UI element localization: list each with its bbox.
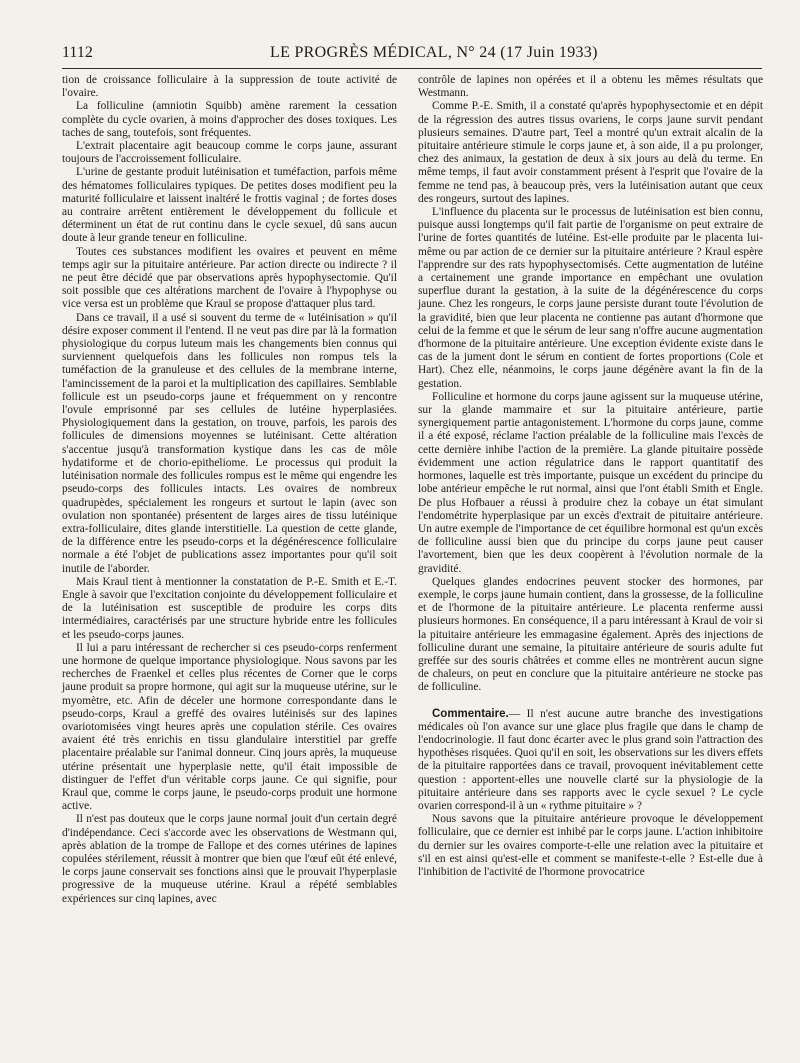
paragraph: contrôle de lapines non opérées et il a obtenu les mêmes résultats que Westmann. [418,74,763,100]
running-header [62,44,762,64]
journal-title: LE PROGRÈS MÉDICAL, N° 24 (17 Juin 1933) [270,44,598,61]
paragraph: L'influence du placenta sur le processus de lutéinisation est bien connu, puisque aussi longtemps qu'il fait partie de l'organisme on peut extraire de l'urine de fortes quantités de lutéine. Est-elle produite par le placenta lui-même ou par action de ce dernier sur la pituitaire antérieure ? Kraul espère l'apprendre sur des rats hypophysectomisés. Cette augmentation de lutéine a certainement une grande importance en empêchant une ovulation superflue durant la gestation, à la suite de la dégénérescence du corps jaune. Chez les rongeurs, le corps jaune persiste durant toute l'évolution de la gravidité, bien que leur placenta ne contienne pas autant d'hormone que celui de la femme et que le sérum de leur sang n'offre aucune augmentation d'hormone de la pituitaire antérieure. Une exception évidente existe dans le cas de la jument dont le sérum en contient de fortes proportions (Cole et Hart). Chez elle, néanmoins, le corps jaune dégénère avant la fin de la gestation. [418,206,763,390]
paragraph: tion de croissance folliculaire à la suppression de toute activité de l'ovaire. [62,74,397,100]
header-rule [62,68,762,69]
left-column [62,74,397,906]
commentaire-text: — Il n'est aucune autre branche des investigations médicales où l'on avance sur une glace plus fragile que dans le champ de l'endocrinologie. Il faut donc écarter avec le plus grand soin l'attraction des hypothèses risquées. Quoi qu'il en soit, les observations sur les divers effets de la pituitaire rapportées dans ce travail, provoquent inévitablement cette question : apportent-elles une nouvelle clarté sur la physiologie de la pituitaire antérieure dans ses rapports avec le cycle sexuel ? Le cycle ovarien correspond-il à un « rythme pituitaire » ? [418,707,763,812]
commentaire-label: Commentaire. [432,707,509,720]
paragraph: Folliculine et hormone du corps jaune agissent sur la muqueuse utérine, sur la glande mammaire et sur la pituitaire antérieure, partie synergiquement partie antagonistement. L'hormone du corps jaune, comme il a été exposé, réclame l'action préalable de la folliculine mais l'excès de cette dernière inhibe l'action de la première. La glande pituitaire possède évidemment une action régulatrice dans le rapport quantitatif des hormones, laquelle est très importante, puisque un excédent du principe du lobe antérieur empêche le rut normal, ainsi que l'ont établi Smith et Engle. De plus Hofbauer a réussi à produire chez la cobaye un état simulant l'endométrite hyperplasique par un excès d'extrait de pituitaire antérieure. Un autre exemple de l'importance de cet équilibre hormonal est qu'un excès de folliculine aussi bien que du principe du corps jaune peut causer l'avortement, bien que les deux coopèrent à l'évolution normale de la gravidité. [418,390,763,575]
right-column [418,74,763,879]
paragraph: Dans ce travail, il a usé si souvent du terme de « lutéinisation » qu'il désire exposer comment il l'entend. Il ne veut pas dire par là la formation physiologique du corpus luteum mais les changements bien connus qui surviennent quelquefois dans les follicules non rompus tels la tuméfaction de la granuleuse et des cellules de la membrane interne, l'amincissement de la paroi et la multiplication des capillaires. Semblable follicule est un pseudo-corps jaune et fréquemment on y rencontre l'ovule emprisonné par ses cellules de lutéine hyperplasiées. Physiologiquement dans la gestation, on trouve, parfois, les parois des follicules de dimensions moyennes se lutéinisant. Cette altération s'accentue jusqu'à transformation kystique dans les cas de môle hydatiforme et de chorio-epitheliome. Le processus qui produit la lutéinisation normale des follicules rompus est le même qui engendre les pseudo-corps des follicules intacts. Les ovaires de nombreux quadrupèdes, spécialement les rongeurs et surtout le lapin (avec son ovulation non spontanée) présentent de larges aires de tissu lutéinique extra-folliculaire, dites glande interstitielle. La question de cette glande, de la différence entre les pseudo-corps et la dégénérescence folliculaire normale a été l'objet de publications assez importantes pour qu'il soit inutile de l'aborder. [62,311,397,575]
paragraph: La folliculine (amniotin Squibb) amène rarement la cessation complète du cycle ovarien, à moins d'approcher des doses toxiques. Les taches de sang, toutefois, sont fréquentes. [62,100,397,139]
paragraph: Toutes ces substances modifient les ovaires et peuvent en même temps agir sur la pituitaire antérieure. Par action directe ou indirecte ? il ne peut être décidé que par observations après hypophysectomie. Qu'il soit possible que ces altérations marchent de l'ovaire à l'hypophyse ou vice versa est un problème que Kraul se propose d'attaquer plus tard. [62,245,397,311]
page-number: 1112 [62,44,93,61]
paragraph: Nous savons que la pituitaire antérieure provoque le développement folliculaire, que ce dernier est inhibé par le corps jaune. L'action inhibitoire du dernier sur les ovaires comporte-t-elle une relation avec la pituitaire et s'il en est ainsi qu'est-elle et comment se manifeste-t-elle ? Est-elle due à l'inhibition de l'activité de l'hormone provocatrice [418,813,763,878]
paragraph: Mais Kraul tient à mentionner la constatation de P.-E. Smith et E.-T. Engle à savoir que l'excitation conjointe du développement folliculaire et de la lutéinisation est susceptible de produire les corps dits intermédiaires, caractérisés par une structure hybride entre les follicules et les pseudo-corps jaunes. [62,575,397,641]
section-spacer [418,695,763,708]
commentaire-paragraph [418,708,763,814]
paragraph: Il n'est pas douteux que le corps jaune normal jouit d'un certain degré d'indépendance. Ceci s'accorde avec les observations de Westmann qui, après ablation de la trompe de Fallope et des cornes utérines de lapines copulées stérilement, réussit à montrer que bien que l'œuf eût été enlevé, le corps jaune conservait ses fonctions ainsi que le prouvait l'hyperplasie progressive de la muqueuse utérine. Kraul a répété semblables expériences sur cinq lapines, avec [62,813,397,905]
paragraph: L'urine de gestante produit lutéinisation et tuméfaction, parfois même des hématomes folliculaires typiques. De petites doses modifient peu la maturité folliculaire et laissent inaltéré le frottis vaginal ; de fortes doses au contraire arrêtent entièrement le développement du follicule et déterminent un état de rut continu dans le cycle sexuel, dû sans aucun doute à leur grande teneur en folliculine. [62,166,397,245]
paragraph: L'extrait placentaire agit beaucoup comme le corps jaune, assurant toujours de l'accroissement folliculaire. [62,140,397,166]
paragraph: Quelques glandes endocrines peuvent stocker des hormones, par exemple, le corps jaune humain contient, dans la grossesse, de la folliculine et de l'hormone de la pituitaire antérieure. Le placenta renferme aussi plusieurs hormones. En conséquence, il a paru intéressant à Kraul de voir si la pituitaire antérieure les emmagasine également. Après des injections de folliculine durant une semaine, la pituitaire antérieure de souris adulte fut greffée sur des souris châtrées et comme elles ne montrèrent aucun signe de chaleurs, on peut en conclure que la pituitaire antérieure ne stocke pas de folliculine. [418,575,763,694]
paragraph: Il lui a paru intéressant de rechercher si ces pseudo-corps renferment une hormone de quelque importance physiologique. Nous savons par les recherches de Fraenkel et celles plus récentes de Corner que le corps jaune produit sa propre hormone, qui agit sur la muqueuse utérine, sur le myomètre, etc. Afin de déceler une hormone correspondante dans le pseudo-corps, Kraul a greffé des ovaires lutéinisés sur des lapines ovariotomisées vingt heures après une copulation stérile. Ces ovaires avaient été très enrichis en tissu glandulaire interstitiel par greffe placentaire préalable sur l'animal donneur. Cinq jours après, la muqueuse utérine présentait une hyperplasie nette, qu'il était impossible de distinguer de l'effet d'un véritable corps jaune. Ce qui signifie, pour Kraul que, comme le corps jaune, le pseudo-corps produit une hormone active. [62,641,397,813]
paragraph: Comme P.-E. Smith, il a constaté qu'après hypophysectomie et en dépit de la régression des autres tissus ovariens, le corps jaune survit pendant plusieurs semaines. D'autre part, Teel a montré qu'un extrait alcalin de la pituitaire antérieure stimule le corps jaune et, à son aide, il a pu prolonger, chez des animaux, la gestation de deux à six jours au delà du terme. En même temps, il faut avoir constamment présent à l'esprit que l'ovaire de la femme ne tend pas, à beaucoup près, vers la lutéinisation autant que ceux des rongeurs, surtout des lapines. [418,100,763,205]
